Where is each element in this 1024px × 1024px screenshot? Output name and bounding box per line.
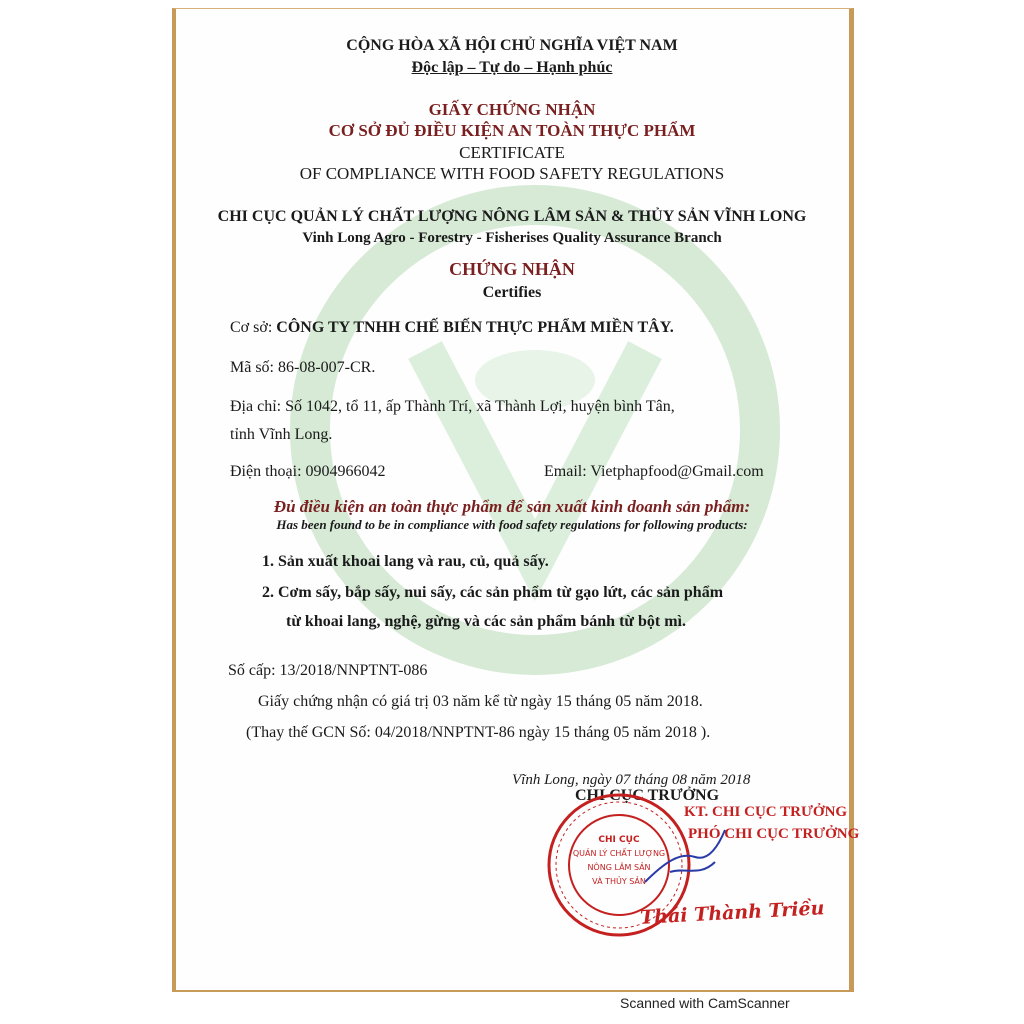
svg-text:QUẢN LÝ CHẤT LƯỢNG: QUẢN LÝ CHẤT LƯỢNG (572, 849, 666, 858)
issue-number: Số cấp: 13/2018/NNPTNT-086 (228, 662, 428, 679)
facility-label: Cơ sở: (230, 319, 273, 336)
title-en-line1: CERTIFICATE (459, 143, 565, 162)
svg-text:VÀ THỦY SẢN: VÀ THỦY SẢN (592, 877, 646, 886)
svg-text:NÔNG LÂM SẢN: NÔNG LÂM SẢN (587, 863, 651, 872)
title-en-line2: OF COMPLIANCE WITH FOOD SAFETY REGULATIONS (299, 164, 725, 183)
scanner-footer: Scanned with CamScanner (620, 995, 790, 1011)
product-item-1: 1. Sản xuất khoai lang và rau, củ, quả sấy. (262, 553, 549, 570)
watermark-emblem (285, 180, 785, 680)
replacement-note: (Thay thế GCN Số: 04/2018/NNPTNT-86 ngày 15 tháng 05 năm 2018 ). (246, 724, 711, 741)
motto: Độc lập – Tự do – Hạnh phúc (411, 59, 613, 76)
address-line1: Địa chỉ: Số 1042, tổ 11, ấp Thành Trí, xã Thành Lợi, huyện bình Tân, (230, 398, 675, 415)
signer-name: Thái Thành Triều (639, 897, 825, 929)
title-vn-line2: CƠ SỞ ĐỦ ĐIỀU KIỆN AN TOÀN THỰC PHẨM (328, 121, 696, 140)
certifies-vn: CHỨNG NHẬN (449, 259, 575, 279)
address-line2: tỉnh Vĩnh Long. (230, 426, 333, 443)
phone: Điện thoại: 0904966042 (230, 463, 386, 480)
deputy-title: PHÓ CHI CỤC TRƯỞNG (688, 826, 860, 842)
issuer-vn: CHI CỤC QUẢN LÝ CHẤT LƯỢNG NÔNG LÂM SẢN & THỦY SẢN VĨNH LONG (217, 208, 807, 225)
validity-statement: Giấy chứng nhận có giá trị 03 năm kể từ ngày 15 tháng 05 năm 2018. (258, 693, 703, 710)
product-item-2-line2: từ khoai lang, nghệ, gừng và các sản phẩm bánh từ bột mì. (286, 613, 686, 630)
place-date: Vĩnh Long, ngày 07 tháng 08 năm 2018 (512, 772, 751, 788)
email: Email: Vietphapfood@Gmail.com (544, 463, 764, 480)
issuer-en: Vinh Long Agro - Forestry - Fisherises Quality Assurance Branch (302, 230, 722, 246)
title-vn-line1: GIẤY CHỨNG NHẬN (428, 100, 596, 119)
handwritten-signature (640, 822, 730, 892)
compliance-en: Has been found to be in compliance with food safety regulations for following products: (276, 517, 748, 532)
facility-code: Mã số: 86-08-007-CR. (230, 359, 376, 376)
signer-role: CHI CỤC TRƯỞNG (575, 787, 720, 804)
kt-title: KT. CHI CỤC TRƯỞNG (684, 804, 848, 820)
product-item-2-line1: 2. Cơm sấy, bắp sấy, nui sấy, các sản phẩm từ gạo lứt, các sản phẩm (262, 584, 724, 601)
facility-row (230, 319, 674, 337)
certifies-en: Certifies (482, 284, 542, 301)
svg-text:CHI CỤC: CHI CỤC (598, 835, 640, 845)
compliance-vn: Đủ điều kiện an toàn thực phẩm để sản xuất kinh doanh sản phẩm: (273, 497, 751, 516)
republic-heading: CỘNG HÒA XÃ HỘI CHỦ NGHĨA VIỆT NAM (346, 37, 678, 54)
facility-name: CÔNG TY TNHH CHẾ BIẾN THỰC PHẨM MIỀN TÂY. (276, 319, 674, 336)
